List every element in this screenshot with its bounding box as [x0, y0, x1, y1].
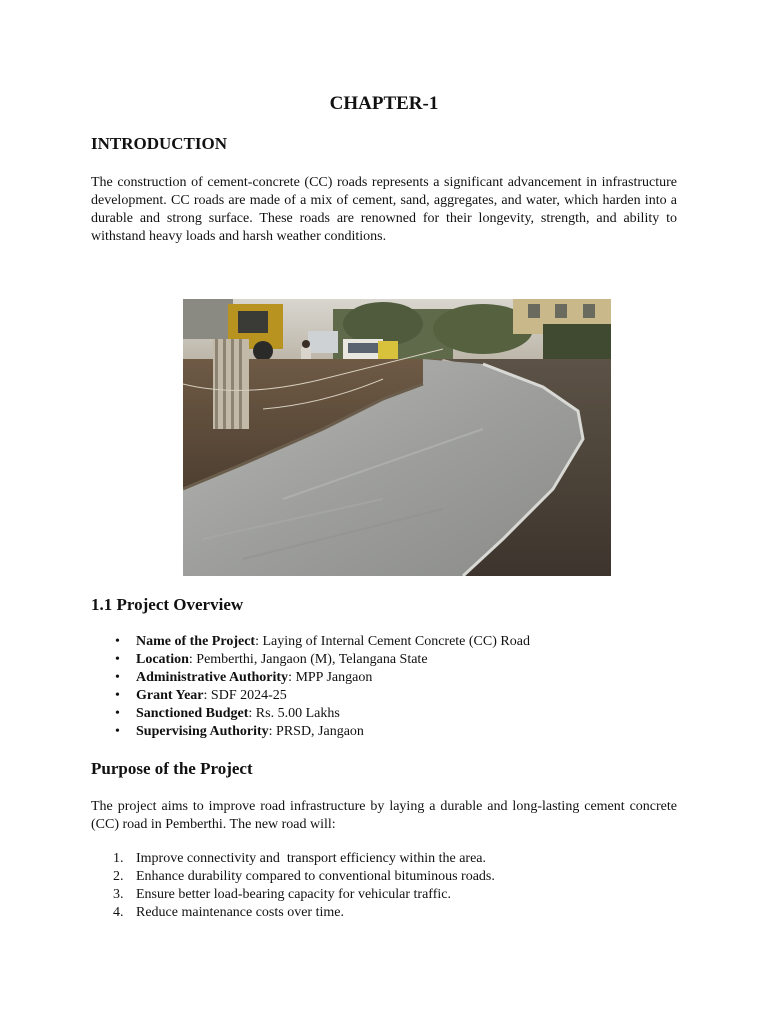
list-item: [91, 687, 530, 705]
item-label: Location: [136, 652, 189, 667]
list-item: [91, 868, 495, 886]
item-label: Administrative Authority: [136, 670, 289, 685]
purpose-heading: Purpose of the Project: [91, 759, 253, 778]
list-item: [91, 850, 495, 868]
list-item: [91, 723, 530, 741]
item-text: Enhance durability compared to conventional bituminous roads.: [136, 869, 495, 884]
bullet-icon: •: [115, 688, 120, 703]
item-label: Grant Year: [136, 688, 204, 703]
list-item: [91, 904, 495, 922]
purpose-paragraph: The project aims to improve road infrastructure by laying a durable and long-lasting cement concrete (CC) road in Pemberthi. The new road will:: [91, 799, 677, 832]
item-number: 2.: [113, 869, 124, 884]
introduction-paragraph: The construction of cement-concrete (CC) roads represents a significant advancement in infrastructure development. CC roads are made of a mix of cement, sand, aggregates, and water, which harden into a durable and strong surface. These roads are renowned for their longevity, strength, and ability to withstand heavy loads and harsh weather conditions.: [91, 175, 677, 244]
list-item: [91, 669, 530, 687]
bullet-icon: •: [115, 634, 120, 649]
purpose-list: [91, 850, 495, 922]
item-value: : MPP Jangaon: [288, 670, 373, 685]
item-label: Name of the Project: [136, 634, 256, 649]
bullet-icon: •: [115, 652, 120, 667]
list-item: [91, 651, 530, 669]
item-number: 1.: [113, 851, 124, 866]
bullet-icon: •: [115, 670, 120, 685]
list-item: [91, 886, 495, 904]
item-label: Sanctioned Budget: [136, 706, 249, 721]
item-number: 4.: [113, 905, 124, 920]
road-construction-photo: [183, 299, 611, 576]
item-value: : PRSD, Jangaon: [268, 724, 364, 739]
item-text: Improve connectivity and transport efficiency within the area.: [136, 851, 486, 866]
bullet-icon: •: [115, 724, 120, 739]
list-item: [91, 705, 530, 723]
item-value: : Rs. 5.00 Lakhs: [248, 706, 340, 721]
item-number: 3.: [113, 887, 124, 902]
introduction-heading: INTRODUCTION: [91, 134, 228, 153]
item-text: Ensure better load-bearing capacity for vehicular traffic.: [136, 887, 451, 902]
item-label: Supervising Authority: [136, 724, 269, 739]
chapter-title: CHAPTER-1: [329, 93, 439, 114]
item-value: : Pemberthi, Jangaon (M), Telangana State: [188, 652, 428, 667]
project-overview-list: [91, 633, 530, 741]
bullet-icon: •: [115, 706, 120, 721]
item-value: : Laying of Internal Cement Concrete (CC) Road: [255, 634, 530, 649]
item-value: : SDF 2024-25: [203, 688, 287, 703]
project-overview-heading: 1.1 Project Overview: [91, 595, 244, 614]
item-text: Reduce maintenance costs over time.: [136, 905, 344, 920]
list-item: [91, 633, 530, 651]
